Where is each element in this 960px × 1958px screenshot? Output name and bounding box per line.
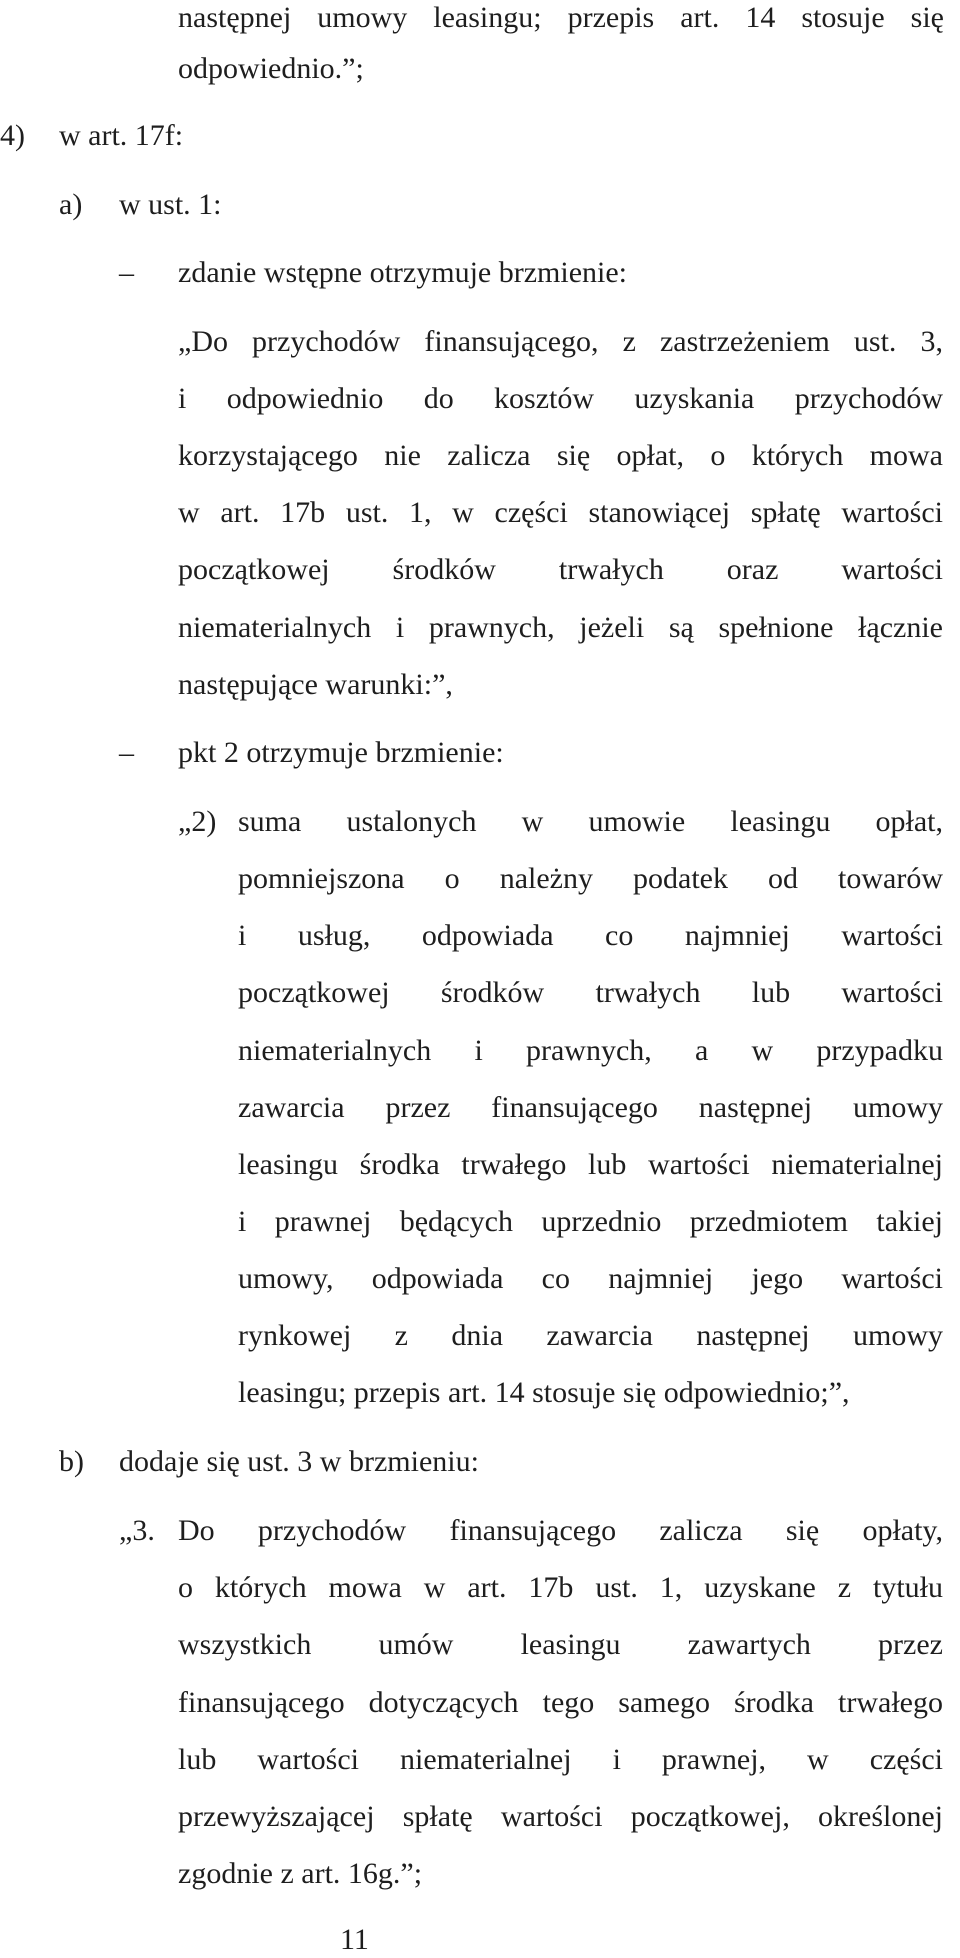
page-number: 11 — [340, 1923, 369, 1956]
quote-line: niematerialnych i prawnych, a w przypadku — [238, 1034, 943, 1067]
list-item-text: dodaje się ust. 3 w brzmieniu: — [119, 1445, 479, 1478]
quote-line: i odpowiednio do kosztów uzyskania przychodów — [178, 382, 943, 415]
quote-line: umowy, odpowiada co najmniej jego wartości — [238, 1262, 943, 1295]
dash-marker: – — [119, 256, 134, 289]
quote-line: korzystającego nie zalicza się opłat, o których mowa — [178, 439, 943, 472]
list-marker: a) — [59, 188, 83, 221]
list-item-text: w art. 17f: — [59, 119, 184, 152]
list-marker: b) — [59, 1445, 84, 1478]
quote-line: „Do przychodów finansującego, z zastrzeżeniem ust. 3, — [178, 325, 943, 358]
list-marker: 4) — [0, 119, 25, 152]
quote-line: o których mowa w art. 17b ust. 1, uzyskane z tytułu — [178, 1571, 943, 1604]
dash-marker: – — [119, 736, 134, 769]
quote-line: przewyższającej spłatę wartości początkowej, określonej — [178, 1800, 943, 1833]
quote-line: leasingu; przepis art. 14 stosuje się odpowiednio;”, — [238, 1376, 850, 1409]
quote-line: niematerialnych i prawnych, jeżeli są spełnione łącznie — [178, 611, 943, 644]
list-item-text: w ust. 1: — [119, 188, 222, 221]
quote-marker: „3. — [119, 1514, 155, 1547]
text-line: następnej umowy leasingu; przepis art. 14 stosuje się — [178, 1, 944, 34]
quote-line: początkowej środków trwałych lub wartości — [238, 976, 943, 1009]
quote-marker: „2) — [178, 805, 217, 838]
quote-line: rynkowej z dnia zawarcia następnej umowy — [238, 1319, 943, 1352]
quote-line: leasingu środka trwałego lub wartości niematerialnej — [238, 1148, 943, 1181]
quote-line: i prawnej będących uprzednio przedmiotem takiej — [238, 1205, 943, 1238]
quote-line: pomniejszona o należny podatek od towarów — [238, 862, 943, 895]
quote-line: i usług, odpowiada co najmniej wartości — [238, 919, 943, 952]
quote-line: zgodnie z art. 16g.”; — [178, 1857, 423, 1890]
quote-line: początkowej środków trwałych oraz wartości — [178, 553, 943, 586]
list-item-text: pkt 2 otrzymuje brzmienie: — [178, 736, 504, 769]
quote-line: Do przychodów finansującego zalicza się opłaty, — [178, 1514, 943, 1547]
quote-line: zawarcia przez finansującego następnej umowy — [238, 1091, 943, 1124]
quote-line: suma ustalonych w umowie leasingu opłat, — [238, 805, 943, 838]
quote-line: następujące warunki:”, — [178, 668, 453, 701]
quote-line: lub wartości niematerialnej i prawnej, w części — [178, 1743, 943, 1776]
quote-line: finansującego dotyczących tego samego środka trwałego — [178, 1686, 943, 1719]
list-item-text: zdanie wstępne otrzymuje brzmienie: — [178, 256, 627, 289]
quote-line: wszystkich umów leasingu zawartych przez — [178, 1628, 943, 1661]
quote-line: w art. 17b ust. 1, w części stanowiącej spłatę wartości — [178, 496, 943, 529]
text-line: odpowiednio.”; — [178, 52, 364, 85]
